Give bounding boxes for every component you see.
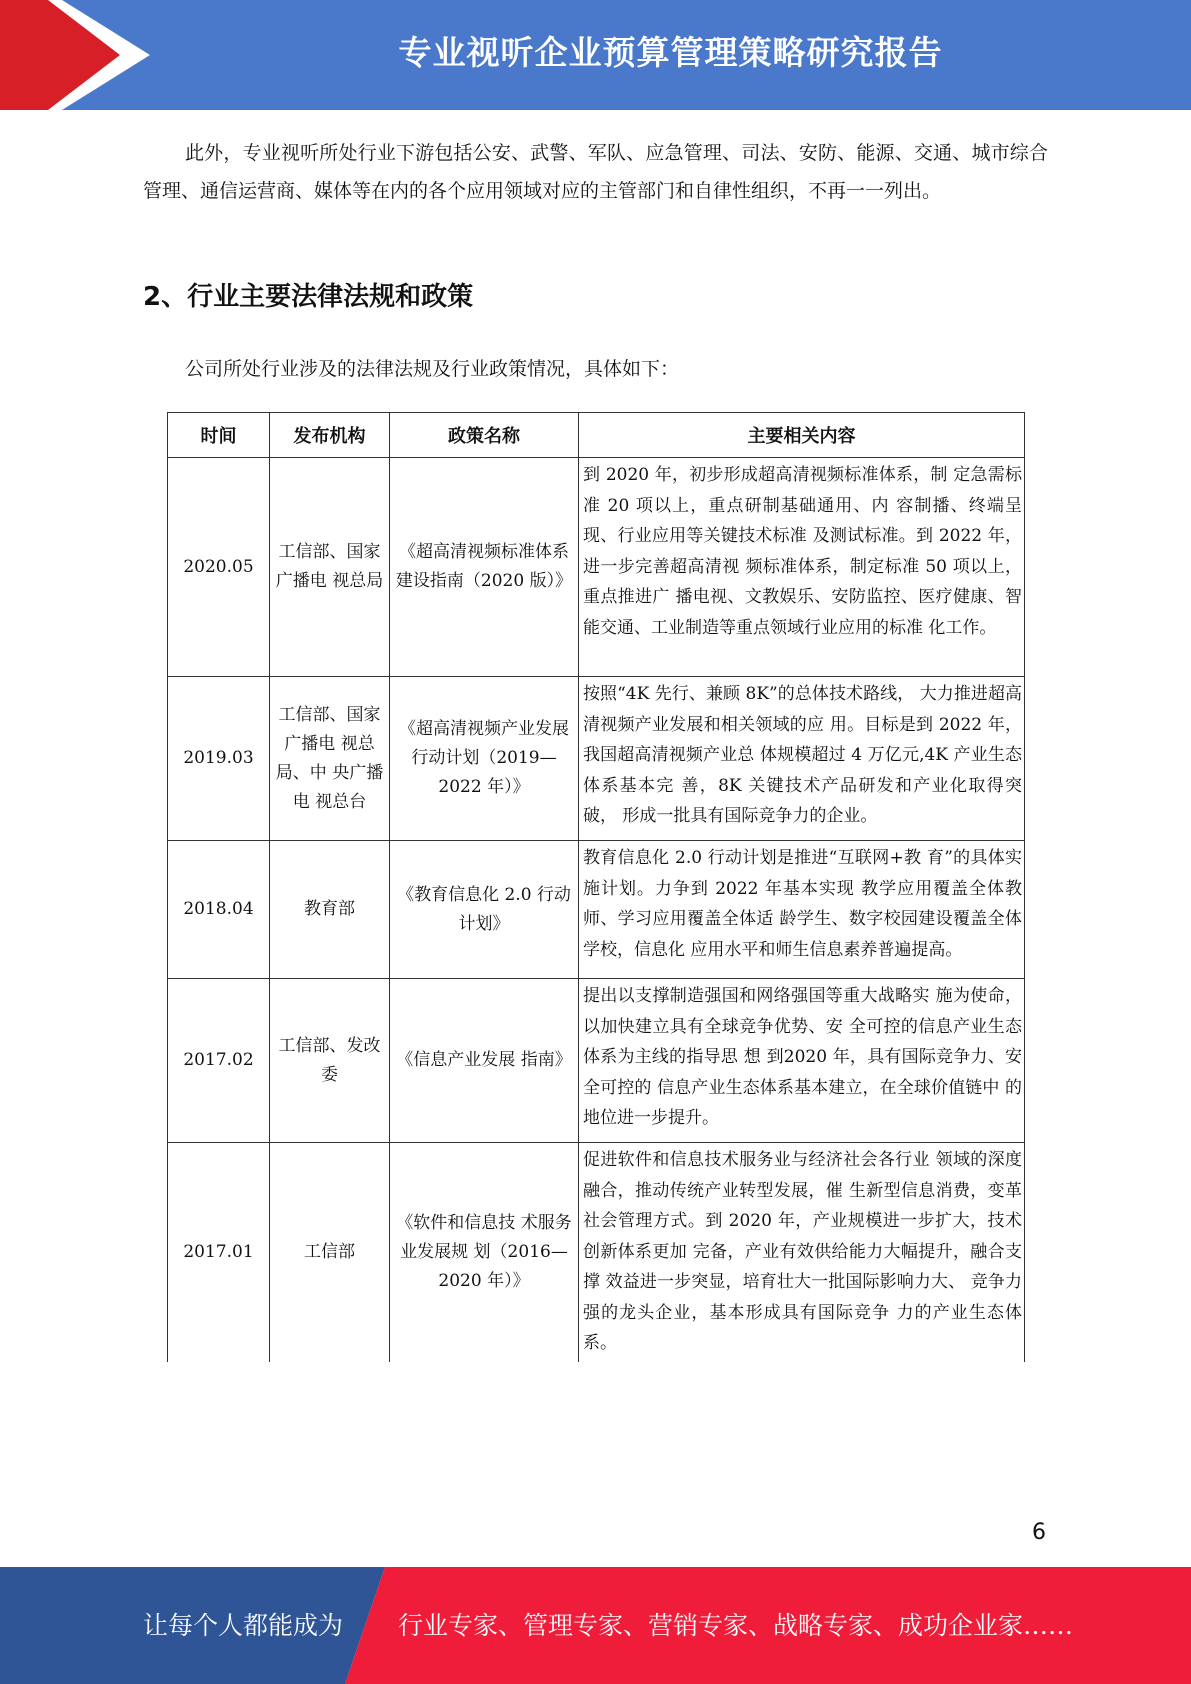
row-date: 2018.04 [168,841,270,979]
table-row [168,1143,1025,1362]
row-date: 2017.02 [168,979,270,1143]
row-agency: 教育部 [270,841,390,979]
header-agency: 发布机构 [270,413,390,458]
page-footer [0,1567,1191,1684]
table-intro-paragraph: 公司所处行业涉及的法律法规及行业政策情况，具体如下： [185,358,680,380]
row-content: 促进软件和信息技术服务业与经济社会各行业 领域的深度融合，推动传统产业转型发展，催 生新型信息消费，变革社会管理方式。到 2020 年，产业规模进一步扩大，技术创新体系更加 完备，产业有效供给能力大幅提升，融合支撑 效益进一步突显，培育壮大一批国际影响力大、 竞争力强的龙头企业，基本形成具有国际竞争 力的产业生态体系。 [579,1143,1025,1362]
row-agency: 工信部 [270,1143,390,1362]
footer-slogan-left: 让每个人都能成为 [143,1611,344,1640]
table-row [168,841,1025,979]
row-content: 按照“4K 先行、兼顾 8K”的总体技术路线， 大力推进超高清视频产业发展和相关领域的应 用。目标是到 2022 年，我国超高清视频产业总 体规模超过 4 万亿元,4K 产业生态体系基本完 善，8K 关键技术产品研发和产业化取得突破， 形成一批具有国际竞争力的企业。 [579,677,1025,841]
row-content: 提出以支撑制造强国和网络强国等重大战略实 施为使命，以加快建立具有全球竞争优势、安 全可控的信息产业生态体系为主线的指导思 想 到2020 年，具有国际竞争力、安全可控的 信息产业生态体系基本建立，在全球价值链中 的地位进一步提升。 [579,979,1025,1143]
row-policy: 《信息产业发展 指南》 [390,979,579,1143]
page-header [0,0,1191,110]
row-date: 2020.05 [168,458,270,677]
table-row [168,677,1025,841]
row-policy: 《教育信息化 2.0 行动计划》 [390,841,579,979]
header-date: 时间 [168,413,270,458]
table-header-row [168,413,1025,458]
table-row [168,979,1025,1143]
table-row [168,458,1025,677]
section-heading: 2、行业主要法律法规和政策 [143,282,474,312]
row-content: 到 2020 年，初步形成超高清视频标准体系，制 定急需标准 20 项以上，重点研制基础通用、内 容制播、终端呈现、行业应用等关键技术标准 及测试标准。到 2022 年，进一步完善超高清视 频标准体系，制定标准 50 项以上，重点推进广 播电视、文教娱乐、安防监控、医疗健康、智 能交通、工业制造等重点领域行业应用的标准 化工作。 [579,458,1025,677]
row-policy: 《软件和信息技 术服务业发展规 划（2016— 2020 年）》 [390,1143,579,1362]
row-policy: 《超高清视频产业发展行动计划（2019—2022 年）》 [390,677,579,841]
header-policy: 政策名称 [390,413,579,458]
header-arrow-decoration [0,0,160,110]
row-agency: 工信部、国家广播电 视总局 [270,458,390,677]
row-agency: 工信部、国家广播电 视总局、中 央广播电 视总台 [270,677,390,841]
policy-table [167,412,1025,1362]
row-date: 2017.01 [168,1143,270,1362]
row-agency: 工信部、发改委 [270,979,390,1143]
intro-paragraph: 此外，专业视听所处行业下游包括公安、武警、军队、应急管理、司法、安防、能源、交通、城市综合管理、通信运营商、媒体等在内的各个应用领域对应的主管部门和自律性组织，不再一一列出。 [143,142,1048,202]
page-number: 6 [1032,1520,1046,1545]
row-content: 教育信息化 2.0 行动计划是推进“互联网+教 育”的具体实施计划。力争到 2022 年基本实现 教学应用覆盖全体教师、学习应用覆盖全体适 龄学生、数字校园建设覆盖全体学校，信息化 应用水平和师生信息素养普遍提高。 [579,841,1025,979]
header-content: 主要相关内容 [579,413,1025,458]
row-policy: 《超高清视频标准体系建设指南（2020 版）》 [390,458,579,677]
header-title: 专业视听企业预算管理策略研究报告 [398,33,943,72]
footer-slogan-right: 行业专家、管理专家、营销专家、战略专家、成功企业家…… [398,1611,1074,1640]
row-date: 2019.03 [168,677,270,841]
